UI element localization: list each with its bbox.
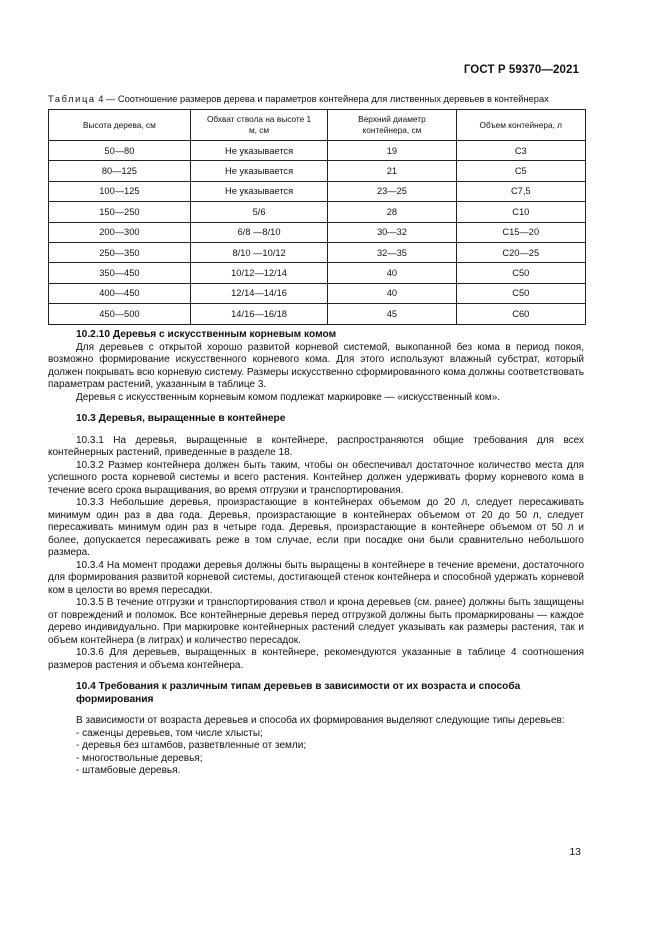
document-standard-header: ГОСТ Р 59370—2021 <box>463 64 579 76</box>
cell-diameter: 23—25 <box>328 181 456 201</box>
cell-volume: С50 <box>456 263 585 283</box>
cell-diameter: 40 <box>328 263 456 283</box>
table-caption-text: 4 — Соотношение размеров дерева и параметров контейнера для лиственных деревьев в контейнерах <box>98 94 549 104</box>
cell-volume: С3 <box>456 141 585 161</box>
list-item-2: - деревья без штамбов, разветвленные от земли; <box>76 740 307 751</box>
cell-girth: 6/8 —8/10 <box>190 222 327 242</box>
cell-diameter: 28 <box>328 202 456 222</box>
cell-volume: С10 <box>456 202 585 222</box>
cell-girth: 5/6 <box>190 202 327 222</box>
cell-diameter: 40 <box>328 283 456 303</box>
cell-height: 400—450 <box>49 283 191 303</box>
cell-girth: Не указывается <box>190 141 327 161</box>
table-caption <box>48 94 588 104</box>
table-row <box>49 283 586 303</box>
column-header-diameter <box>328 110 456 141</box>
table-row <box>49 304 586 324</box>
paragraph-10-3-5: 10.3.5 В течение отгрузки и транспортирования ствол и крона деревьев (см. ранее) должны быть защищены от повреждений и поломок. Все контейнерные деревья перед отгрузкой должны быть промаркированы — каждое дерево индивидуально. При маркировке контейнерных растений следует указывать как размеры растения, так и объем контейнера (в литрах) и количество пересадок. <box>48 597 584 646</box>
cell-diameter: 30—32 <box>328 222 456 242</box>
list-item-3: - многоствольные деревья; <box>76 752 203 764</box>
cell-volume: С60 <box>456 304 585 324</box>
paragraph-10-2-10-a: Для деревьев с открытой хорошо развитой корневой системой, выкопанной без кома в период покоя, возможно формирование искусственного корневого кома. Для этого используют влажный субстрат, который должен покрывать всю корневую систему. Размеры искусственно сформированного кома должны соответствовать параметрам растений, указанным в таблице 3. <box>48 341 584 390</box>
paragraph-10-4-intro: В зависимости от возраста деревьев и способа их формирования выделяют следующие типы деревьев: <box>76 715 565 726</box>
cell-height: 350—450 <box>49 263 191 283</box>
table-body <box>49 141 586 325</box>
column-header-volume: Объем контейнера, л <box>456 110 585 141</box>
container-size-table <box>48 109 586 325</box>
cell-height: 50—80 <box>49 141 191 161</box>
cell-volume: С20—25 <box>456 242 585 262</box>
paragraph-10-3-1: 10.3.1 На деревья, выращенные в контейнере, распространяются общие требования для всех контейнерных растений, приведенные в разделе 18. <box>48 434 584 458</box>
cell-height: 250—350 <box>49 242 191 262</box>
cell-height: 100—125 <box>49 181 191 201</box>
cell-height: 450—500 <box>49 304 191 324</box>
cell-girth: 10/12—12/14 <box>190 263 327 283</box>
cell-volume: С50 <box>456 283 585 303</box>
cell-volume: С7,5 <box>456 181 585 201</box>
column-header-diameter-text: Верхний диаметр контейнера, см <box>358 114 426 135</box>
column-header-girth-text: Обхват ствола на высоте 1 м, см <box>206 114 312 135</box>
table-row <box>49 161 586 181</box>
cell-girth: 12/14—14/16 <box>190 283 327 303</box>
cell-height: 200—300 <box>49 222 191 242</box>
cell-girth: 14/16—16/18 <box>190 304 327 324</box>
cell-height: 150—250 <box>49 202 191 222</box>
paragraph-10-3-3: 10.3.3 Небольшие деревья, произрастающие в контейнерах объемом до 20 л, следует пересаживать минимум один раз в два года. Деревья, произрастающие в контейнерах объемом от 20 до 50 л, следует пересаживать минимум один раз в четыре года. Деревья, произрастающие в контейнере объемом от 50 л и более, допускается пересаживать реже в том случае, если при посадке они были сравнительно небольшого размера. <box>48 497 584 558</box>
table-row <box>49 242 586 262</box>
paragraph-10-3-6: 10.3.6 Для деревьев, выращенных в контейнере, рекомендуются указанные в таблице 4 соотношения размеров растения и объема контейнера. <box>48 647 584 671</box>
heading-10-4: 10.4 Требования к различным типам деревьев в зависимости от их возраста и способа формирования <box>76 681 521 705</box>
cell-diameter: 21 <box>328 161 456 181</box>
column-header-girth <box>190 110 327 141</box>
document-body <box>48 329 584 778</box>
column-header-height: Высота дерева, см <box>49 110 191 141</box>
cell-girth: Не указывается <box>190 161 327 181</box>
cell-height: 80—125 <box>49 161 191 181</box>
cell-girth: Не указывается <box>190 181 327 201</box>
table-caption-prefix: Таблица <box>48 94 96 104</box>
paragraph-10-3-2: 10.3.2 Размер контейнера должен быть таким, чтобы он обеспечивал достаточное количество места для успешного роста корневой системы и всего растения. Контейнер должен удерживать форму корневого кома в течение всего срока выращивания, во время отгрузки и транспортирования. <box>48 459 584 496</box>
table-row <box>49 222 586 242</box>
list-item-1: - саженцы деревьев, том числе хлысты; <box>76 727 263 739</box>
paragraph-10-2-10-b: Деревья с искусственным корневым комом подлежат маркировке — «искусственный ком». <box>76 391 501 403</box>
cell-diameter: 19 <box>328 141 456 161</box>
cell-volume: С15—20 <box>456 222 585 242</box>
page-number: 13 <box>569 846 581 858</box>
table-row <box>49 141 586 161</box>
cell-diameter: 45 <box>328 304 456 324</box>
heading-10-2-10: 10.2.10 Деревья с искусственным корневым комом <box>76 329 337 340</box>
table-row <box>49 263 586 283</box>
cell-diameter: 32—35 <box>328 242 456 262</box>
list-item-4: - штамбовые деревья. <box>76 765 181 776</box>
table-row <box>49 181 586 201</box>
paragraph-10-3-4: 10.3.4 На момент продажи деревья должны быть выращены в контейнере в течение времени, достаточного для формирования развитой корневой системы, достигающей стенок контейнера и способной удержать корневой ком в целости во время пересадки. <box>48 559 584 596</box>
cell-girth: 8/10 —10/12 <box>190 242 327 262</box>
table-row <box>49 202 586 222</box>
heading-10-3: 10.3 Деревья, выращенные в контейнере <box>76 413 286 424</box>
cell-volume: С5 <box>456 161 585 181</box>
table-header-row <box>49 110 586 141</box>
